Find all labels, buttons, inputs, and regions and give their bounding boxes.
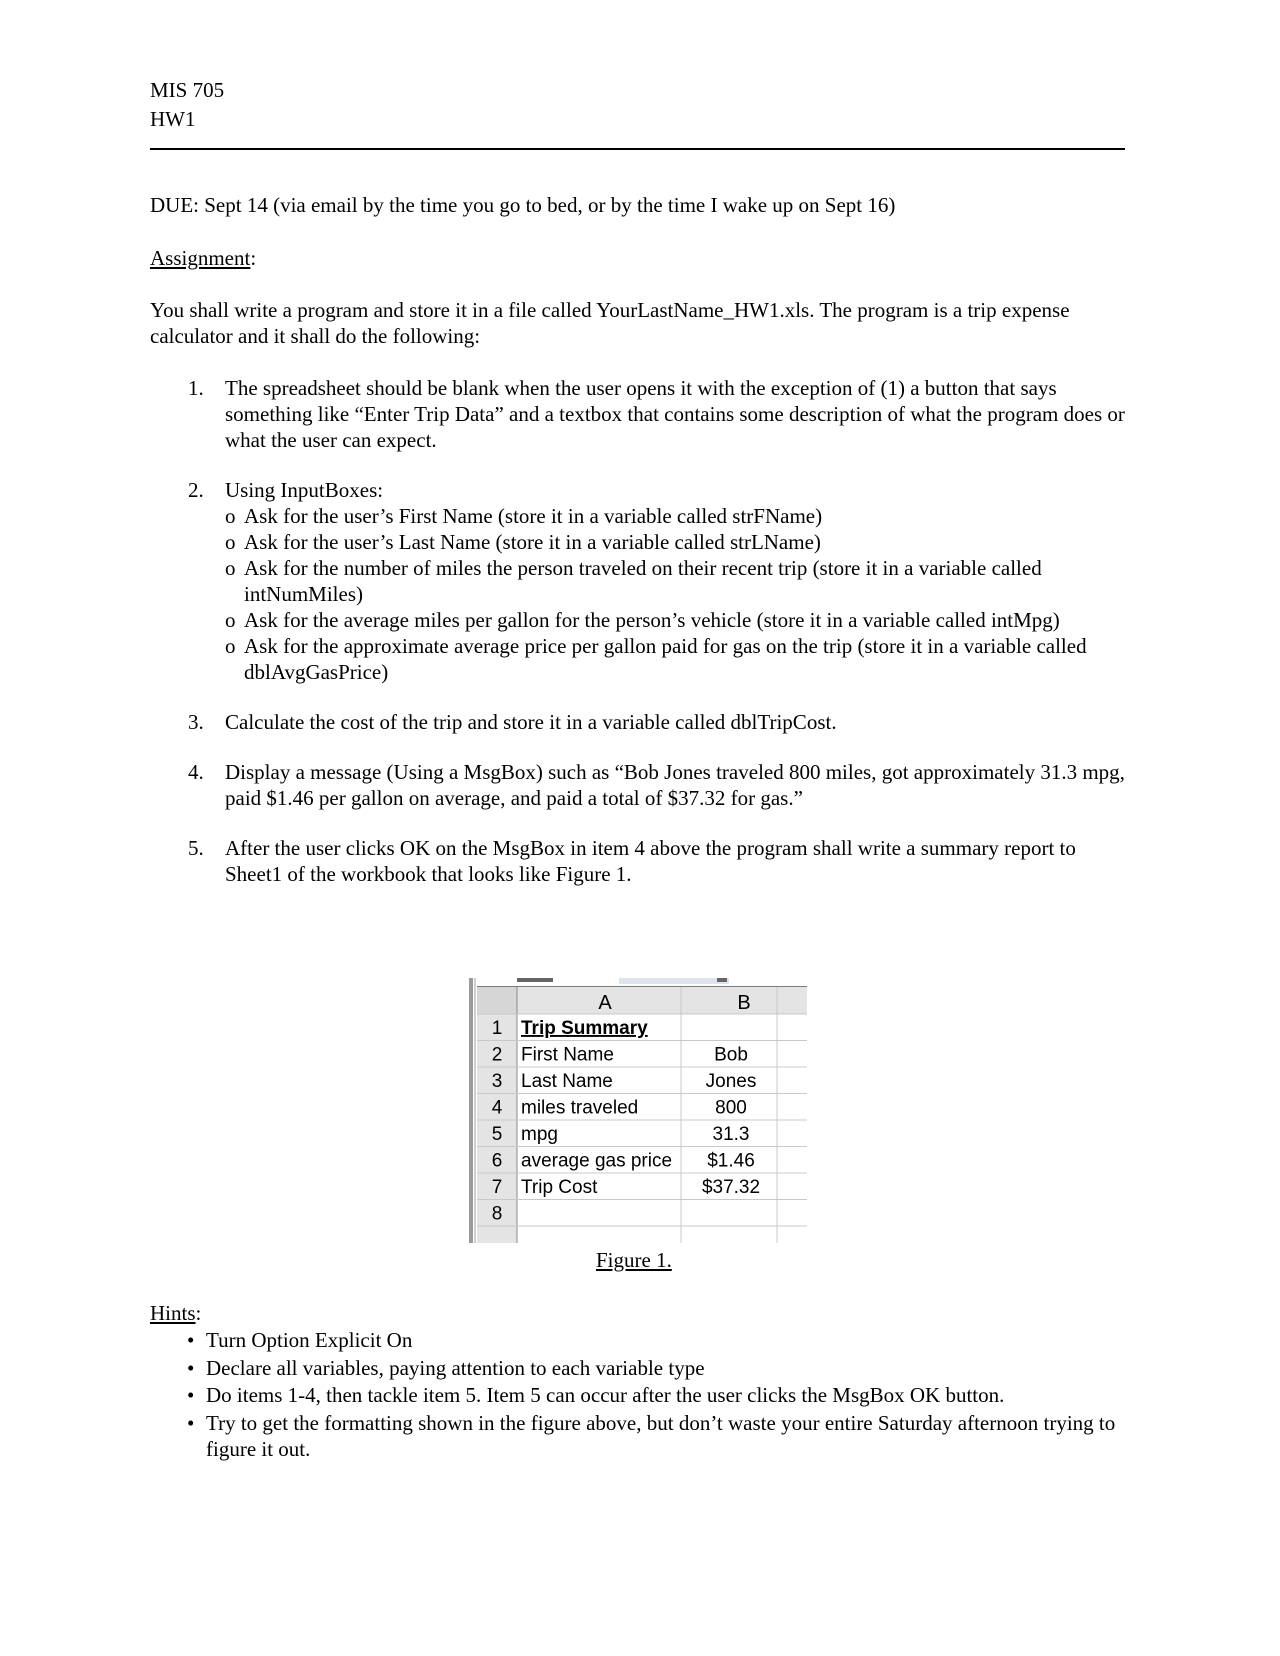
value-cell: Jones <box>705 1071 757 1092</box>
hint-text: Try to get the formatting shown in the figure above, but don’t waste your entire Saturday afternoon trying to figure it out. <box>206 1410 1116 1461</box>
intro-paragraph: You shall write a program and store it in a file called YourLastName_HW1.xls. The program is a trip expense calculator and it shall do the following: <box>150 298 1070 348</box>
spreadsheet-screenshot <box>469 978 807 1243</box>
course-header <box>150 76 224 134</box>
requirement-number: 3. <box>188 710 204 734</box>
label-cell: mpg <box>521 1124 558 1145</box>
sub-item-text: Ask for the user’s Last Name (store it in a variable called strLName) <box>244 530 821 554</box>
requirement-text: Using InputBoxes: <box>225 478 384 502</box>
inputbox-sublist <box>225 503 1125 685</box>
sub-item <box>225 633 1125 685</box>
spreadsheet-figure <box>469 978 807 1243</box>
row-number: 6 <box>491 1150 503 1172</box>
figure-caption: Figure 1. <box>596 1248 672 1272</box>
hint-item <box>150 1410 1135 1462</box>
row-number: 2 <box>491 1044 503 1066</box>
circle-bullet-icon: o <box>225 556 236 580</box>
sub-item <box>225 555 1125 607</box>
circle-bullet-icon: o <box>225 530 236 554</box>
assignment-heading-label: Assignment <box>150 246 251 270</box>
select-all-corner <box>477 987 517 1014</box>
due-date-line: DUE: Sept 14 (via email by the time you go to bed, or by the time I wake up on Sept 16) <box>150 193 896 217</box>
window-border-inner <box>474 978 476 1243</box>
requirement-text: After the user clicks OK on the MsgBox in item 4 above the program shall write a summary report to Sheet1 of the workbook that looks like Figure 1. <box>225 836 1076 886</box>
requirement-number: 2. <box>188 478 204 502</box>
value-cell: Bob <box>714 1044 748 1066</box>
hint-text: Declare all variables, paying attention to each variable type <box>206 1355 705 1380</box>
hints-list <box>150 1327 1135 1462</box>
requirement-number: 4. <box>188 760 204 784</box>
row-number: 4 <box>491 1097 503 1119</box>
row-number: 3 <box>491 1071 503 1092</box>
value-cell: 800 <box>715 1097 747 1119</box>
bullet-icon: • <box>187 1383 195 1407</box>
requirement-number: 5. <box>188 836 204 860</box>
row-number: 5 <box>491 1124 503 1145</box>
value-cell: $37.32 <box>701 1177 761 1198</box>
label-cell: First Name <box>521 1044 614 1066</box>
hint-item <box>150 1355 1135 1383</box>
formula-bar-fragment <box>619 978 729 984</box>
requirement-item <box>150 835 1125 887</box>
course-title: MIS 705 <box>150 78 225 102</box>
spreadsheet-grid <box>477 987 807 1243</box>
label-cell: Trip Cost <box>521 1177 598 1198</box>
hint-text: Do items 1-4, then tackle item 5. Item 5 can occur after the user clicks the MsgBox OK button. <box>206 1383 1005 1407</box>
value-cell: 31.3 <box>712 1124 750 1145</box>
requirement-number: 1. <box>188 376 204 400</box>
requirement-item <box>150 759 1125 811</box>
name-box-fragment <box>517 978 553 982</box>
sub-item-text: Ask for the user’s First Name (store it in a variable called strFName) <box>244 504 823 528</box>
sub-item-text: Ask for the average miles per gallon for the person’s vehicle (store it in a variable called intMpg) <box>244 608 1060 632</box>
bullet-icon: • <box>187 1328 195 1352</box>
row-number: 7 <box>491 1177 503 1198</box>
window-border <box>469 978 473 1243</box>
circle-bullet-icon: o <box>225 608 236 632</box>
requirement-text: The spreadsheet should be blank when the user opens it with the exception of (1) a button that says something like “Enter Trip Data” and a textbox that contains some description of what the program does or what the user can expect. <box>225 376 1125 452</box>
header-separator <box>477 986 807 987</box>
requirements-list <box>150 375 1125 887</box>
bullet-icon: • <box>187 1410 195 1435</box>
sub-item-text: Ask for the number of miles the person traveled on their recent trip (store it in a variable called intNumMiles) <box>244 556 1042 606</box>
assignment-id: HW1 <box>150 107 196 131</box>
value-cell: $1.46 <box>707 1150 755 1172</box>
requirement-item <box>150 709 1125 735</box>
sub-item <box>225 529 1125 555</box>
hints-heading-label: Hints <box>150 1301 196 1325</box>
requirement-item <box>150 375 1125 453</box>
assignment-heading: Assignment: <box>150 246 257 270</box>
circle-bullet-icon: o <box>225 634 236 658</box>
circle-bullet-icon: o <box>225 504 236 528</box>
requirement-text: Display a message (Using a MsgBox) such as “Bob Jones traveled 800 miles, got approximately 31.3 mpg, paid $1.46 per gallon on average, and paid a total of $37.32 for gas.” <box>225 760 1125 810</box>
requirement-item <box>150 477 1125 685</box>
bullet-icon: • <box>187 1355 195 1380</box>
sub-item-text: Ask for the approximate average price per gallon paid for gas on the trip (store it in a variable called dblAvgGasPrice) <box>244 634 1087 684</box>
hint-item <box>150 1327 1135 1355</box>
label-cell: miles traveled <box>521 1097 639 1119</box>
row-number: 1 <box>491 1018 503 1039</box>
requirement-text: Calculate the cost of the trip and store it in a variable called dblTripCost. <box>225 710 837 734</box>
hint-text: Turn Option Explicit On <box>206 1328 413 1352</box>
summary-title-cell: Trip Summary <box>521 1018 648 1039</box>
column-header-band <box>477 987 807 1014</box>
sub-item <box>225 607 1125 633</box>
sub-item <box>225 503 1125 529</box>
label-cell: average gas price <box>521 1150 673 1172</box>
hints-heading: Hints: <box>150 1301 202 1325</box>
hint-item <box>150 1382 1135 1410</box>
column-header-a: A <box>598 992 612 1014</box>
row-number: 8 <box>491 1203 503 1225</box>
header-divider <box>150 148 1125 150</box>
label-cell: Last Name <box>521 1071 613 1092</box>
fx-icon <box>717 978 727 982</box>
column-header-b: B <box>737 992 751 1014</box>
